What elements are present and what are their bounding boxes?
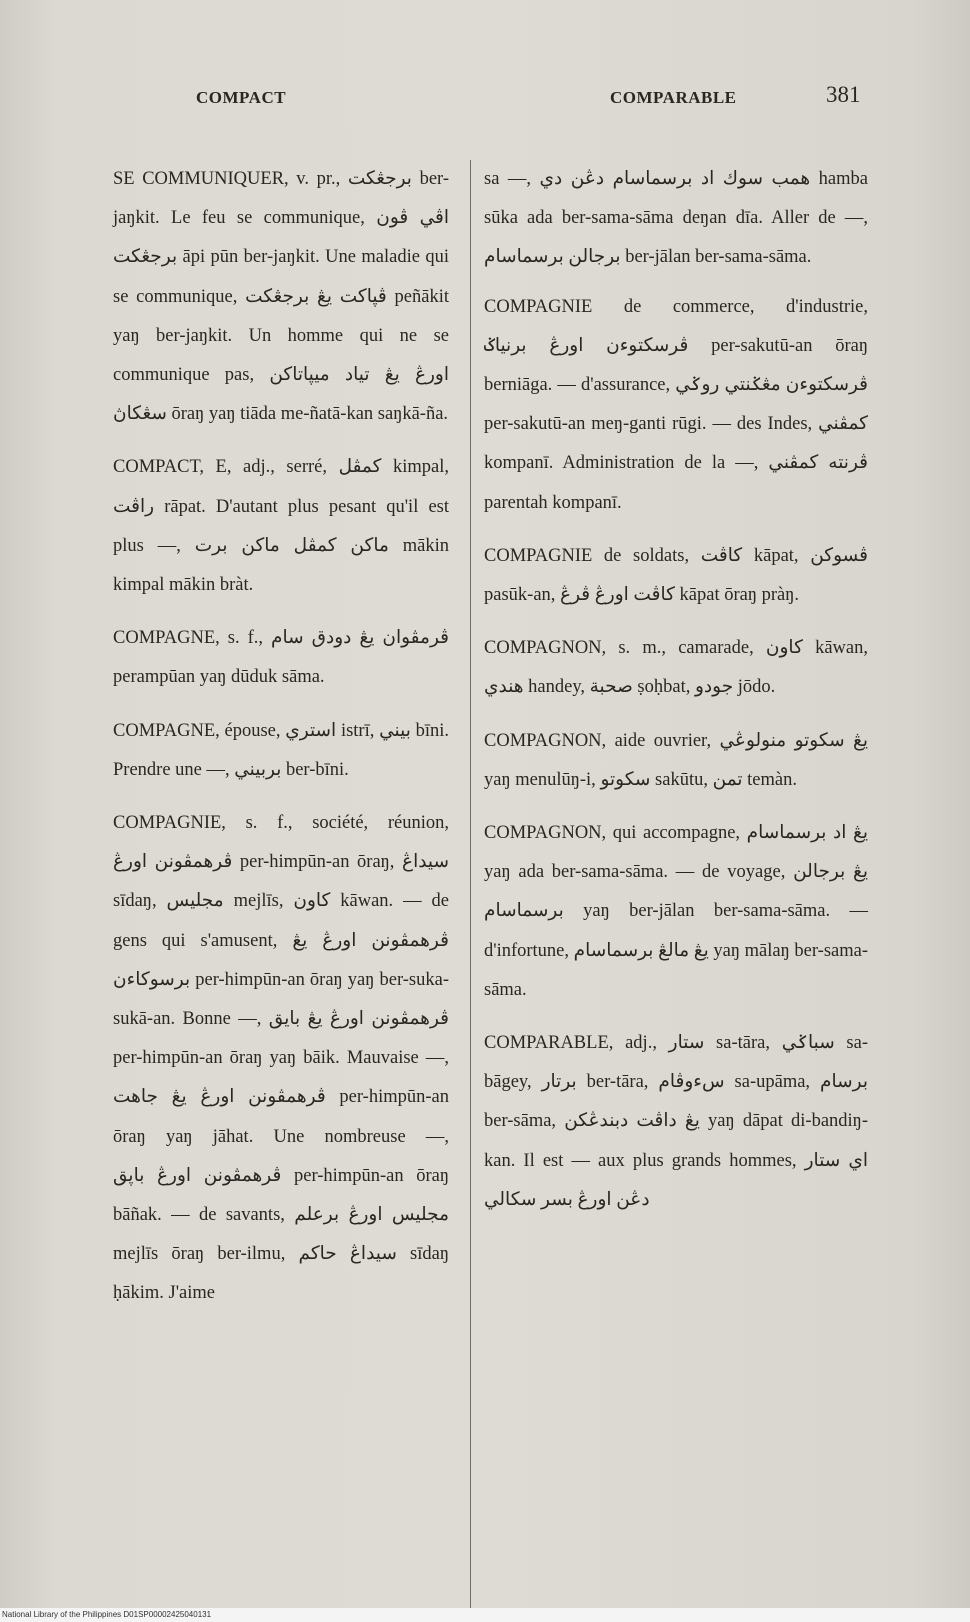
- left-column: [113, 160, 449, 1328]
- header-right-guide-word: COMPARABLE: [610, 88, 737, 107]
- entry-se-communiquer: SE COMMUNIQUER, v. pr., برجڠكت ber-jaŋkit. Le feu se communique, اڤي ڤون برجڠكت āpi pūn ber-jaŋkit. Une maladie qui se communique, ڤڽاكت يڠ برجڠكت peñākit yaŋ ber-jaŋkit. Un homme qui ne se communique pas, اورڠ يڠ تياد ميڽاتاكن سڠكاڽ ōraŋ yaŋ tiāda me-ñatā-kan saŋkā-ña.: [113, 169, 450, 425]
- entry-compagne: COMPAGNE, s. f., ڤرمڤوان يڠ دودق سام perampūan yaŋ dūduk sāma.: [113, 628, 449, 688]
- scan-footer: National Library of the Philippines D01SP00002425040131: [0, 1608, 970, 1622]
- column-divider: [470, 160, 471, 1610]
- entry-compagne-epouse: COMPAGNE, épouse, استري istrī, بيني bīni. Prendre une —, بربيني ber-bīni.: [113, 720, 450, 780]
- entry-compact: COMPACT, E, adj., serré, كمڤل kimpal, راڤت rāpat. D'autant plus pesant qu'il est plus —, ماكن كمڤل ماكن برت mākin kimpal mākin bràt.: [113, 457, 449, 596]
- entry-compagnie-soldats: COMPAGNIE de soldats, كاڤت kāpat, ڤسوكن pasūk-an, كاڤت اورڠ ڤرڠ kāpat ōraŋ pràŋ.: [484, 545, 868, 606]
- entry-compagnie: COMPAGNIE, s. f., société, réunion, ڤرهمڤونن اورڠ per-himpūn-an ōraŋ, سيداڠ sīdaŋ, مجليس mejlīs, كاون kāwan. — de gens qui s'amusent, ڤرهمڤونن اورڠ يڠ برسوكاءن per-himpūn-an ōraŋ yaŋ ber-suka-sukā-an. Bonne —, ڤرهمڤونن اورڠ يڠ بايق per-himpūn-an ōraŋ yaŋ bāik. Mauvaise —, ڤرهمڤونن اورڠ يڠ جاهت per-himpūn-an ōraŋ yaŋ jāhat. Une nombreuse —, ڤرهمڤونن اورڠ باڽق per-himpūn-an ōraŋ bāñak. — de savants, مجليس اورڠ برعلم mejlīs ōraŋ ber-ilmu, سيداڠ حاكم sīdaŋ ḥākim. J'aime: [113, 813, 450, 1304]
- right-column: [484, 160, 868, 1234]
- entry-compagnie-commerce: COMPAGNIE de commerce, d'industrie, ڤرسكتوءن اورڠ برنياݢ per-sakutū-an ōraŋ berniāga. — d'assurance, ڤرسكتوءن مڠݢنتي روݢي per-sakutū-an meŋ-ganti rūgi. — des Indes, كمڤني kompanī. Administration de la —, ڤرنته كمڤني parentah kompanī.: [484, 296, 868, 513]
- entry-comparable: COMPARABLE, adj., ستار sa-tāra, سباݢي sa-bāgey, برتار ber-tāra, سءوڤام sa-upāma, برسام ber-sāma, يڠ داڤت دبندڠكن yaŋ dāpat di-bandiŋ-kan. Il est — aux plus grands hommes, اي ستار دڠن اورڠ بسر سكالي: [484, 1033, 869, 1210]
- entry-compagnon-camarade: COMPAGNON, s. m., camarade, كاون kāwan, هندي handey, صحبة ṣoḥbat, جودو jōdo.: [484, 638, 868, 698]
- entry-compagnon-accompagne: COMPAGNON, qui accompagne, يڠ اد برسماسام yaŋ ada ber-sama-sāma. — de voyage, يڠ برجالن برسماسام yaŋ ber-jālan ber-sama-sāma. — d'infortune, يڠ مالڠ برسماسام yaŋ mālaŋ ber-sama-sāma.: [484, 823, 868, 1000]
- entry-compagnie-continued: sa —, همب سوك اد برسماسام دڠن دي hamba sūka ada ber-sama-sāma deŋan dīa. Aller de —, برجالن برسماسام ber-jālan ber-sama-sāma.: [484, 169, 868, 268]
- page-number: 381: [826, 82, 861, 107]
- entry-compagnon-aide: COMPAGNON, aide ouvrier, يڠ سكوتو منولوڠي yaŋ menulūŋ-i, سكوتو sakūtu, تمن temàn.: [484, 730, 868, 790]
- header-left-guide-word: COMPACT: [196, 88, 287, 107]
- running-header: [0, 82, 970, 118]
